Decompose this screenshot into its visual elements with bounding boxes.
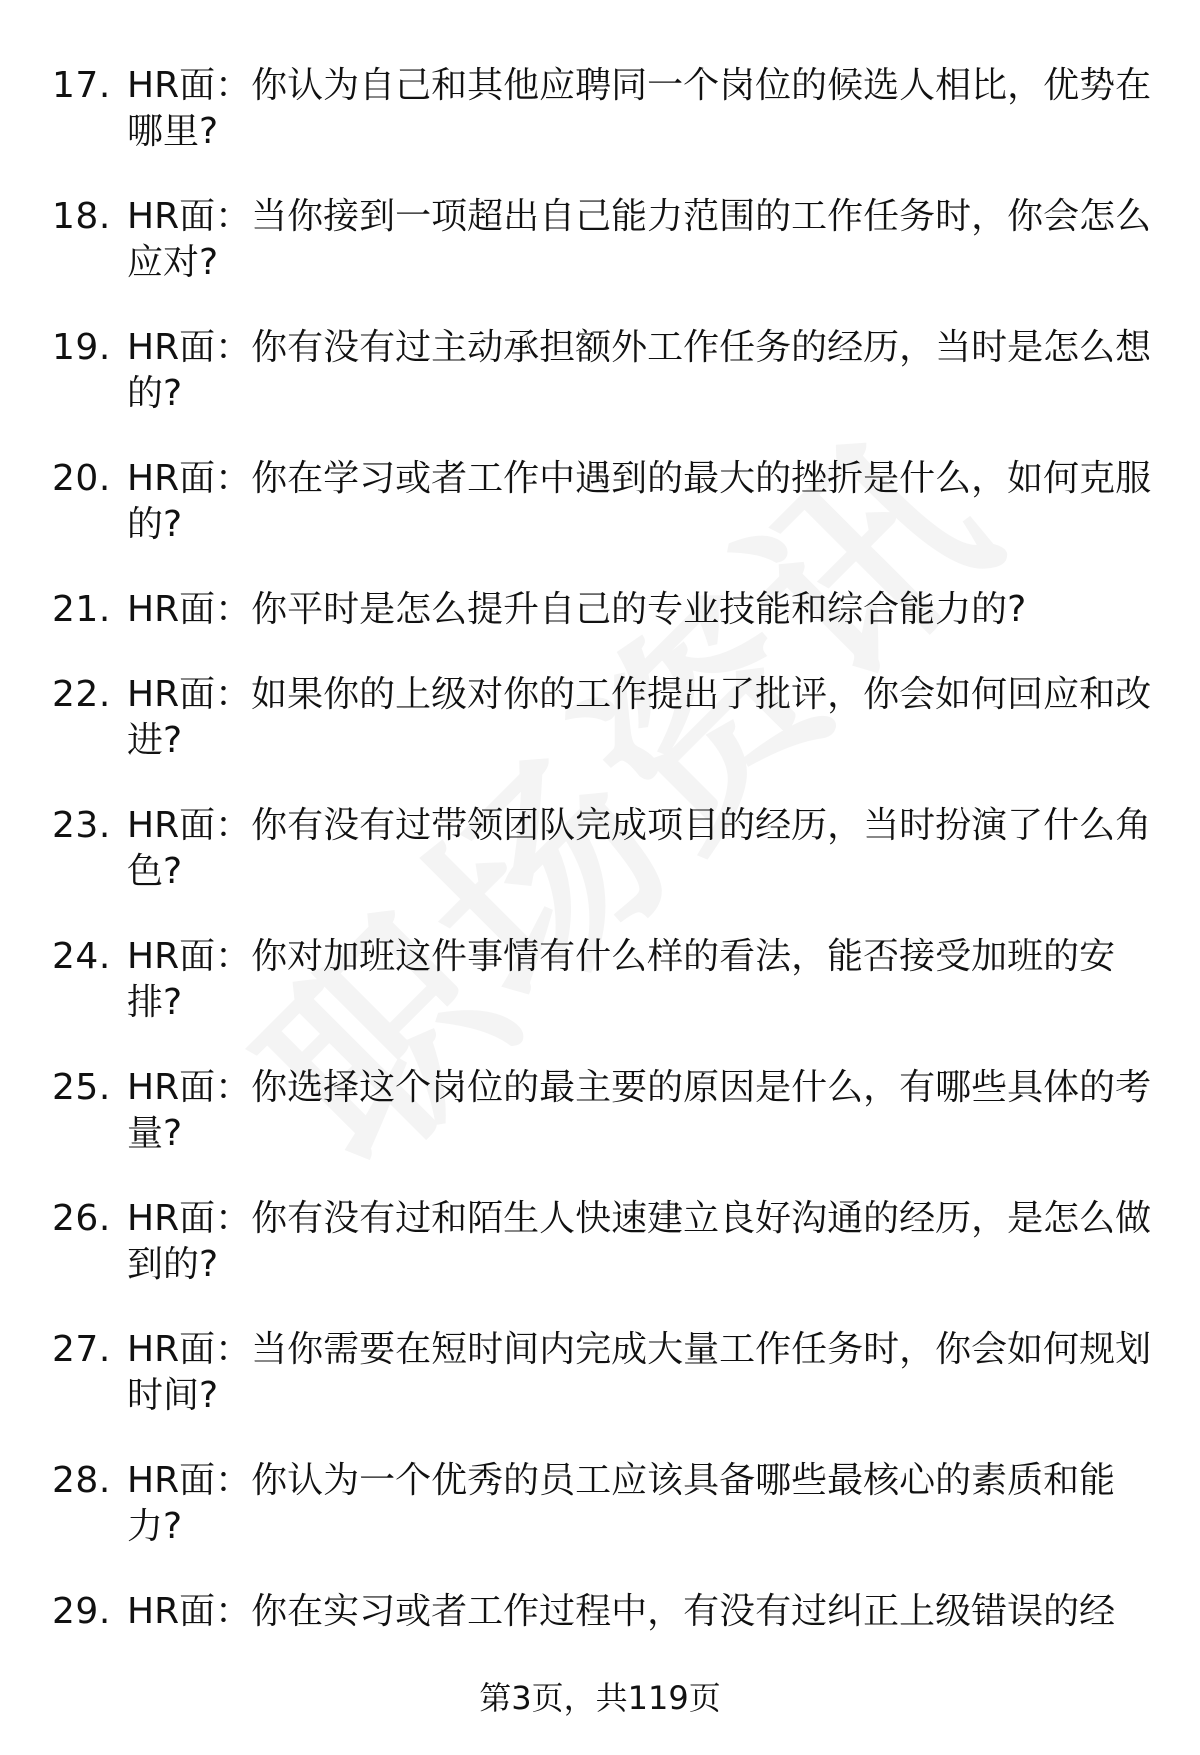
list-item — [0, 934, 1200, 1026]
item-number: 19 . — [52, 325, 107, 371]
item-prefix: HR面： — [127, 1591, 252, 1632]
item-number: 24 . — [52, 934, 107, 980]
list-item — [0, 456, 1200, 548]
item-number: 27 . — [52, 1327, 107, 1373]
item-prefix: HR面： — [127, 1460, 252, 1501]
item-text: 你有没有过带领团队完成项目的经历，当时扮演了什么角色? — [127, 805, 1152, 892]
item-number: 26 . — [52, 1196, 107, 1242]
list-item — [0, 325, 1200, 417]
page-footer: 第3页，共119页 — [479, 1679, 721, 1717]
item-prefix: HR面： — [127, 936, 252, 977]
item-text: 你在实习或者工作过程中，有没有过纠正上级错误的经 — [251, 1591, 1116, 1632]
item-prefix: HR面： — [127, 1329, 252, 1370]
item-prefix: HR面： — [127, 805, 252, 846]
list-item — [0, 1589, 1200, 1635]
list-item — [0, 1196, 1200, 1288]
item-text: 你平时是怎么提升自己的专业技能和综合能力的? — [251, 589, 1027, 630]
item-text: 你选择这个岗位的最主要的原因是什么，有哪些具体的考量? — [127, 1067, 1152, 1154]
item-number: 20 . — [52, 456, 107, 502]
item-text: 你在学习或者工作中遇到的最大的挫折是什么，如何克服的? — [127, 458, 1152, 545]
item-text: 你对加班这件事情有什么样的看法，能否接受加班的安排? — [127, 936, 1116, 1023]
list-item — [0, 1327, 1200, 1419]
item-text-block — [127, 1327, 1157, 1419]
item-prefix: HR面： — [127, 196, 252, 237]
item-prefix: HR面： — [127, 1067, 252, 1108]
item-number: 25 . — [52, 1065, 107, 1111]
item-text-block — [127, 803, 1157, 895]
item-number: 28 . — [52, 1458, 107, 1504]
item-prefix: HR面： — [127, 458, 252, 499]
item-text: 当你需要在短时间内完成大量工作任务时，你会如何规划时间? — [127, 1329, 1152, 1416]
list-item — [0, 194, 1200, 286]
list-item — [0, 1458, 1200, 1550]
item-text-block — [127, 1458, 1157, 1550]
item-text-block — [127, 587, 1157, 633]
item-text-block — [127, 325, 1157, 417]
list-item — [0, 587, 1200, 633]
list-item — [0, 1065, 1200, 1157]
item-text-block — [127, 1196, 1157, 1288]
question-list — [0, 63, 1200, 1674]
item-text-block — [127, 1065, 1157, 1157]
item-number: 21 . — [52, 587, 107, 633]
item-number: 18 . — [52, 194, 107, 240]
item-prefix: HR面： — [127, 65, 252, 106]
list-item — [0, 63, 1200, 155]
item-text-block — [127, 672, 1157, 764]
item-number: 22 . — [52, 672, 107, 718]
item-prefix: HR面： — [127, 674, 252, 715]
item-prefix: HR面： — [127, 327, 252, 368]
list-item — [0, 672, 1200, 764]
item-text: 你有没有过主动承担额外工作任务的经历，当时是怎么想的? — [127, 327, 1152, 414]
item-text-block — [127, 934, 1157, 1026]
item-text: 你认为自己和其他应聘同一个岗位的候选人相比，优势在哪里? — [127, 65, 1152, 152]
item-text-block — [127, 63, 1157, 155]
item-text: 你有没有过和陌生人快速建立良好沟通的经历，是怎么做到的? — [127, 1198, 1152, 1285]
item-prefix: HR面： — [127, 1198, 252, 1239]
item-text: 当你接到一项超出自己能力范围的工作任务时，你会怎么应对? — [127, 196, 1152, 283]
list-item — [0, 803, 1200, 895]
item-text: 你认为一个优秀的员工应该具备哪些最核心的素质和能力? — [127, 1460, 1116, 1547]
item-text-block — [127, 1589, 1157, 1635]
item-number: 29 . — [52, 1589, 107, 1635]
item-text: 如果你的上级对你的工作提出了批评，你会如何回应和改进? — [127, 674, 1152, 761]
item-text-block — [127, 456, 1157, 548]
item-number: 23 . — [52, 803, 107, 849]
item-prefix: HR面： — [127, 589, 252, 630]
item-text-block — [127, 194, 1157, 286]
item-number: 17 . — [52, 63, 107, 109]
